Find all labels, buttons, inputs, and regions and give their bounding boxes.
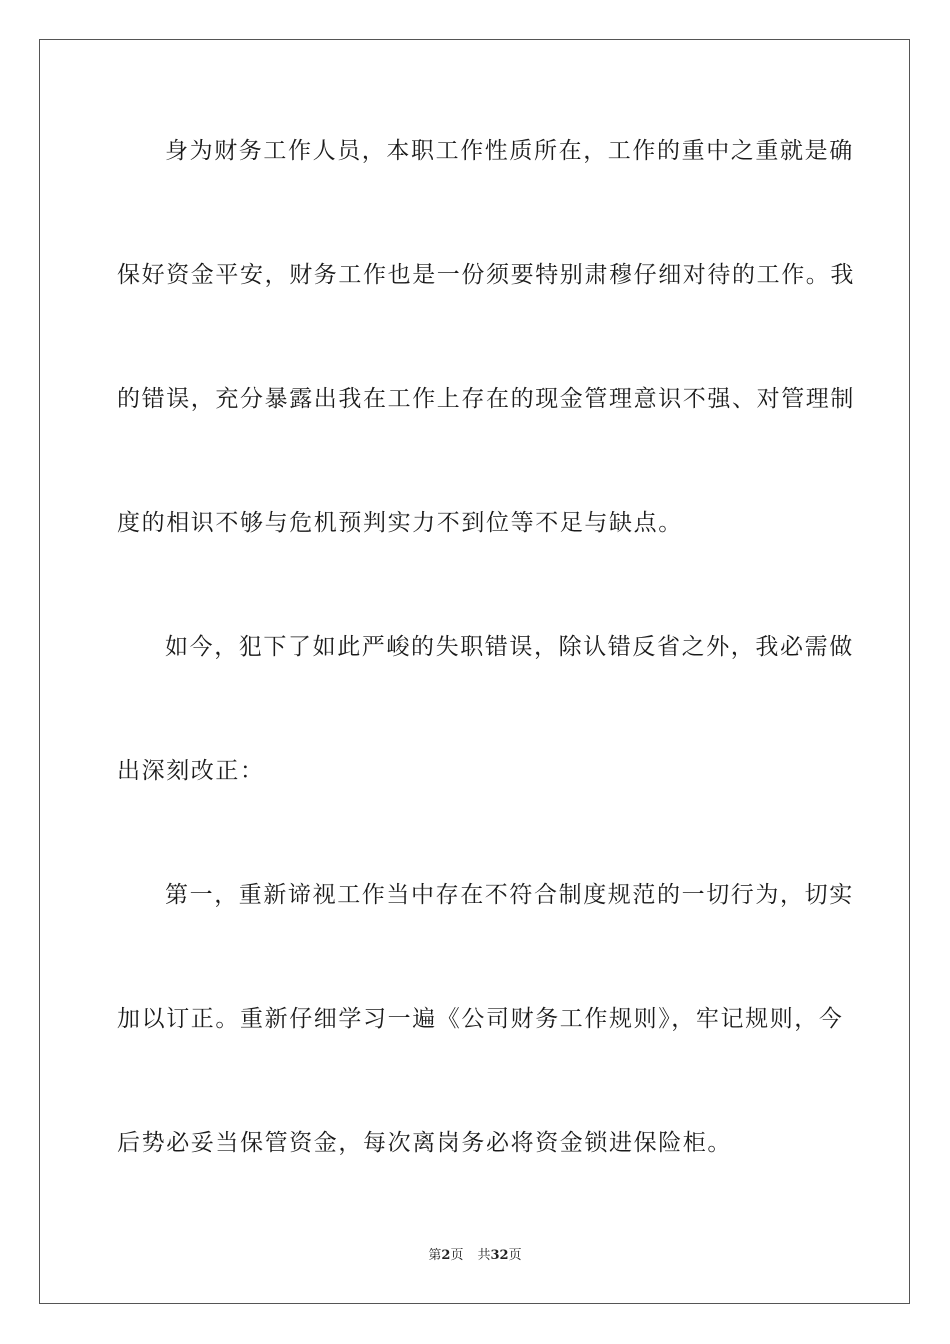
page-number: 2 (441, 1248, 451, 1263)
page-border (39, 39, 910, 1304)
page-prefix: 第 (428, 1248, 442, 1263)
paragraph-2-line-2: 出深刻改正： (117, 758, 265, 784)
paragraph-3-line-1: 第一，重新谛视工作当中存在不符合制度规范的一切行为，切实 (165, 882, 854, 908)
total-prefix: 共 (477, 1248, 491, 1263)
paragraph-3-line-2: 加以订正。重新仔细学习一遍《公司财务工作规则》，牢记规则，今 (117, 1006, 844, 1032)
total-suffix: 页 (508, 1248, 522, 1263)
paragraph-1-line-3: 的错误，充分暴露出我在工作上存在的现金管理意识不强、对管理制 (117, 386, 855, 412)
paragraph-3-line-3: 后势必妥当保管资金，每次离岗务必将资金锁进保险柜。 (117, 1130, 732, 1156)
paragraph-1-line-4: 度的相识不够与危机预判实力不到位等不足与缺点。 (117, 510, 683, 536)
paragraph-1-line-1: 身为财务工作人员，本职工作性质所在，工作的重中之重就是确 (165, 138, 854, 164)
total-pages: 32 (490, 1248, 509, 1263)
page-footer (0, 1247, 950, 1265)
page-suffix: 页 (450, 1248, 464, 1263)
paragraph-1-line-2: 保好资金平安，财务工作也是一份须要特别肃穆仔细对待的工作。我 (117, 262, 855, 288)
paragraph-2-line-1: 如今，犯下了如此严峻的失职错误，除认错反省之外，我必需做 (165, 634, 854, 660)
